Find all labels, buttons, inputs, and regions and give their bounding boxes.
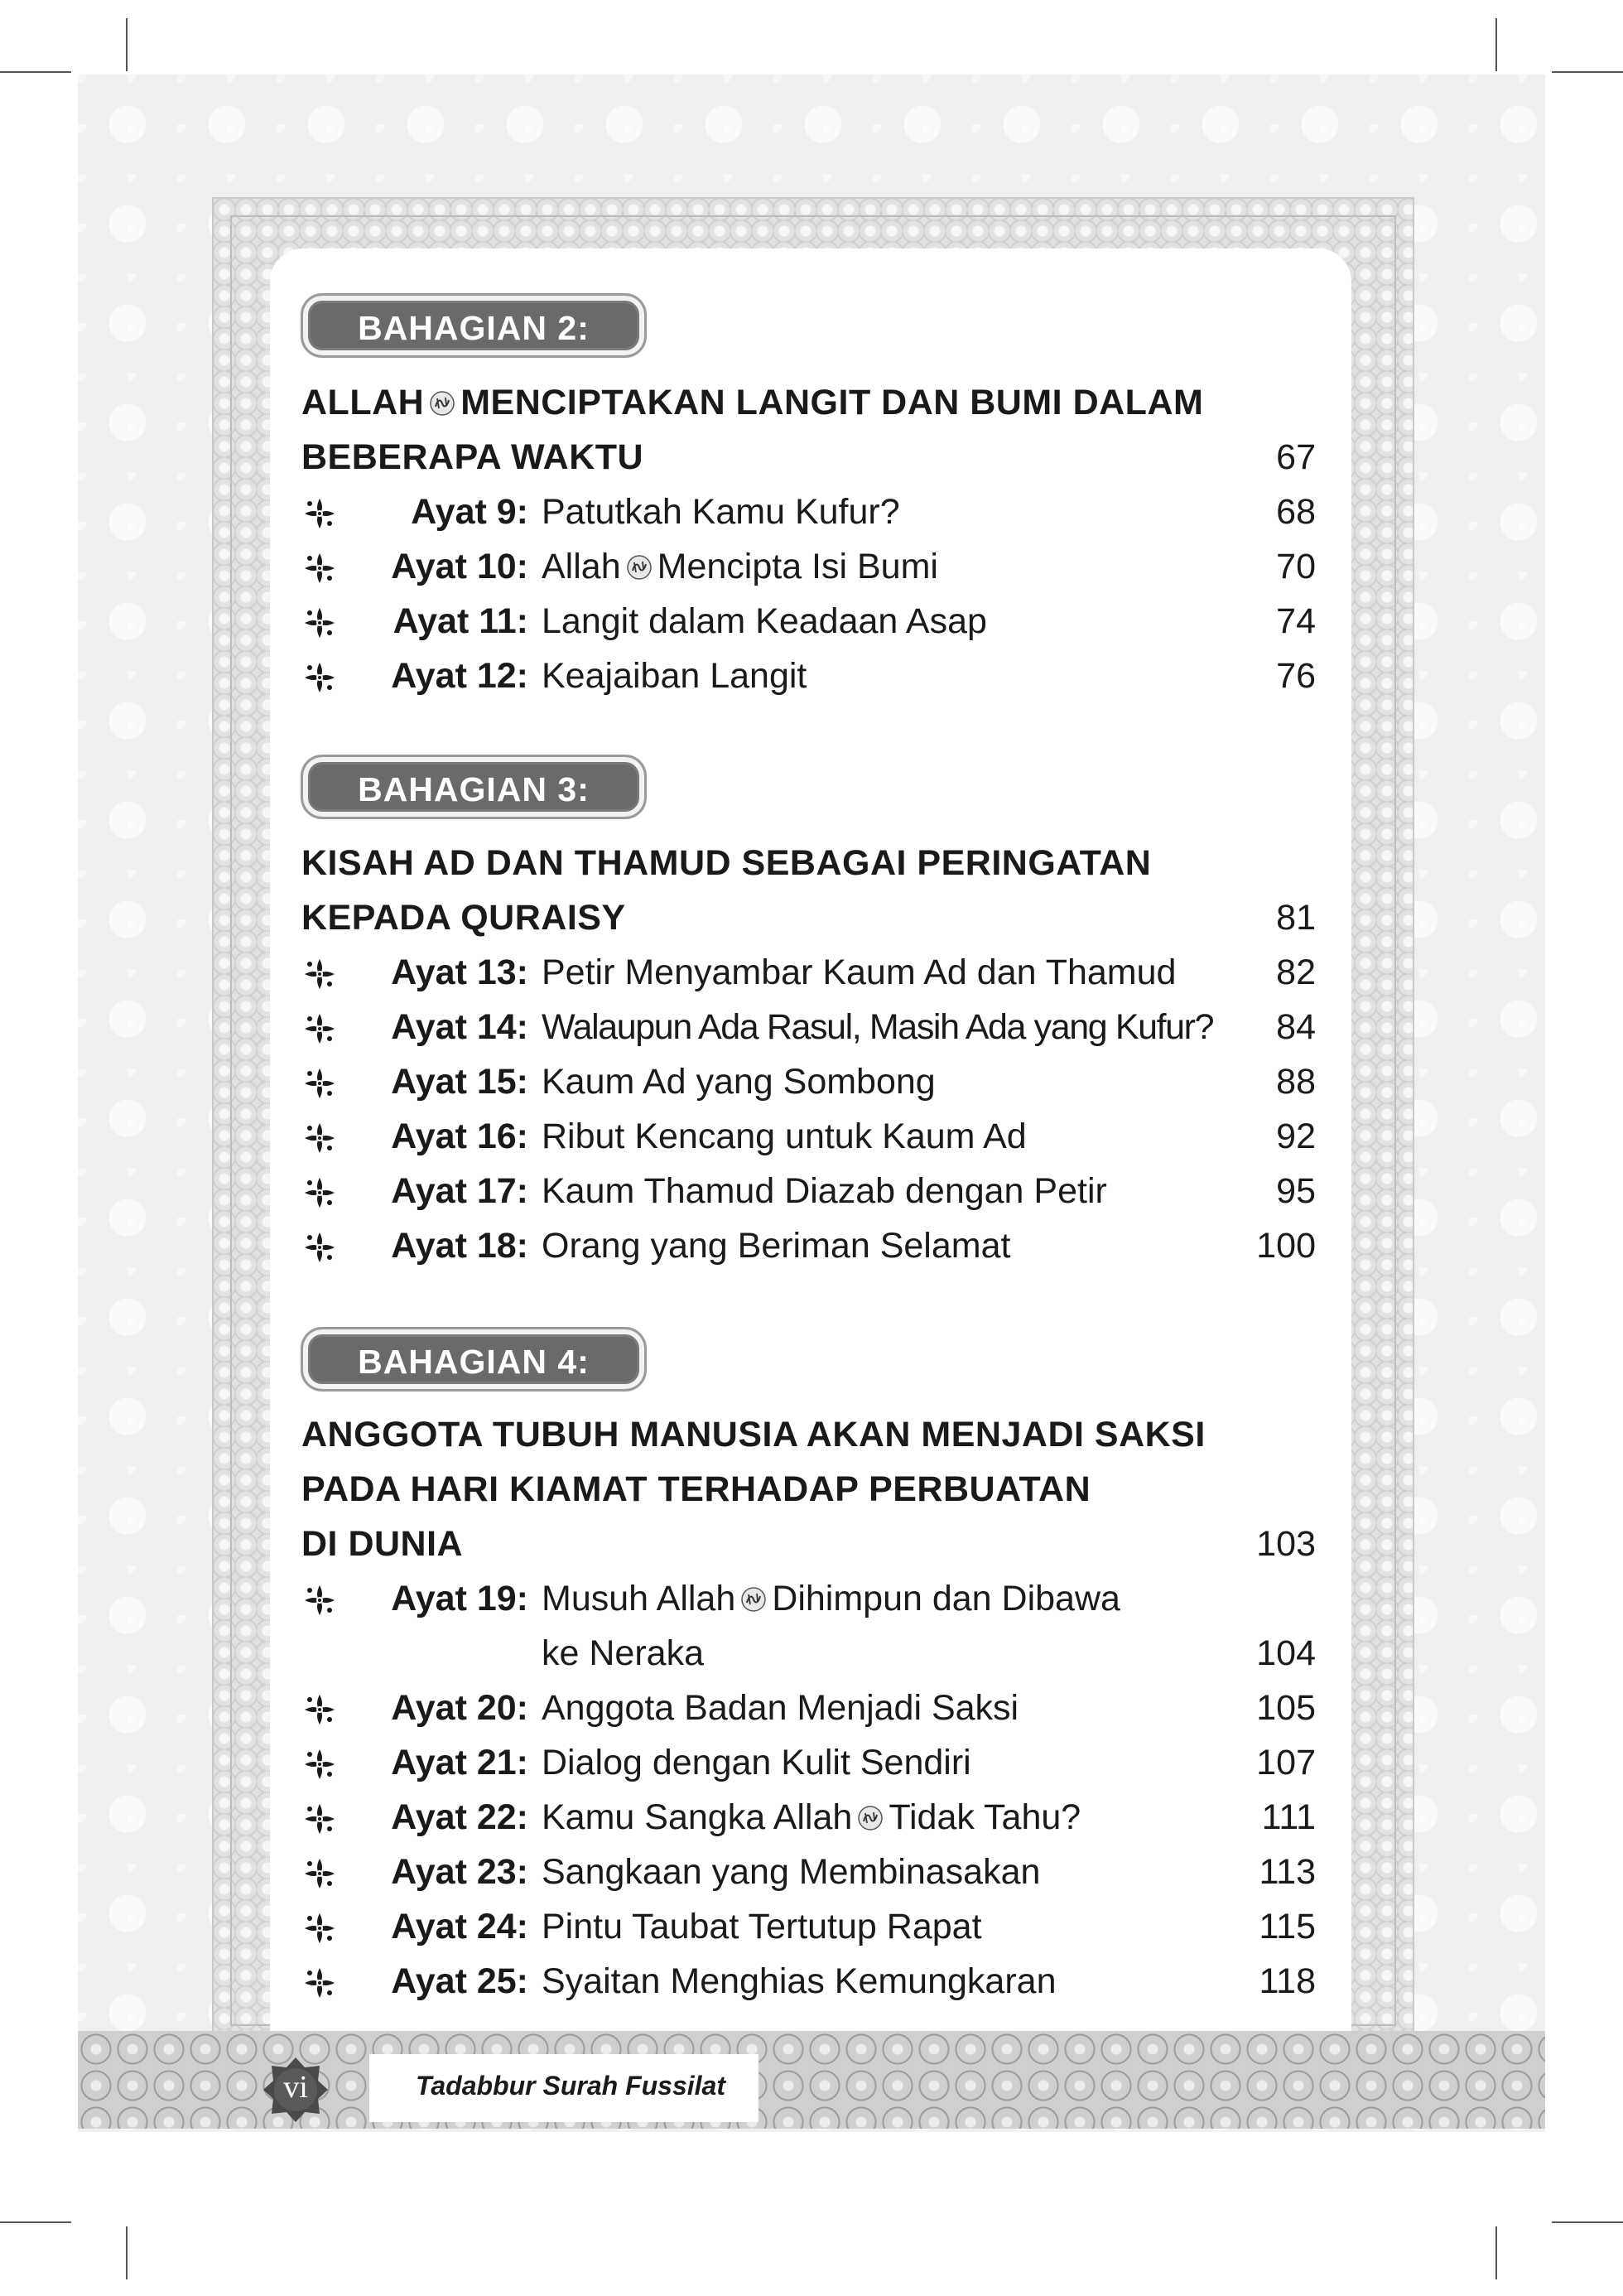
crop-mark xyxy=(126,18,128,71)
floral-bullet-icon xyxy=(301,605,338,641)
ayat-label: Ayat 13: xyxy=(391,953,528,992)
ayat-label: Ayat 17: xyxy=(391,1171,528,1211)
ayat-label: Ayat 9: xyxy=(411,492,528,532)
page-folio: vi xyxy=(283,2070,308,2105)
toc-entry[interactable] xyxy=(301,601,1316,651)
entry-title: Sangkaan yang Membinasakan xyxy=(542,1852,1041,1892)
heading-text: ALLAH xyxy=(301,383,425,422)
page-number: 76 xyxy=(1276,656,1316,696)
section-label-text: BAHAGIAN 3: xyxy=(358,770,590,808)
floral-bullet-icon xyxy=(301,956,338,992)
ayat-label: Ayat 16: xyxy=(391,1117,528,1156)
entry-title xyxy=(542,1579,1120,1619)
floral-bullet-icon xyxy=(301,1065,338,1102)
entry-title-part: Tidak Tahu? xyxy=(889,1797,1081,1837)
floral-bullet-icon xyxy=(301,1855,338,1892)
allah-swt-ligature-icon xyxy=(626,554,653,581)
floral-bullet-icon xyxy=(301,1801,338,1837)
toc-entry[interactable] xyxy=(301,1852,1316,1902)
ayat-label: Ayat 25: xyxy=(391,1961,528,2001)
allah-swt-ligature-icon xyxy=(857,1805,884,1831)
entry-title: Petir Menyambar Kaum Ad dan Thamud xyxy=(542,953,1177,992)
section-heading: KISAH AD DAN THAMUD SEBAGAI PERINGATAN xyxy=(301,843,1152,883)
page-number: 68 xyxy=(1276,492,1316,532)
page-number: 104 xyxy=(1256,1633,1316,1673)
section-heading: DI DUNIA xyxy=(301,1524,464,1564)
page-number: 95 xyxy=(1276,1171,1316,1211)
toc-entry[interactable] xyxy=(301,1961,1316,2011)
ayat-label: Ayat 18: xyxy=(391,1226,528,1266)
section-label-bahagian-4 xyxy=(301,1327,647,1392)
floral-bullet-icon xyxy=(301,659,338,696)
crop-mark xyxy=(0,71,71,73)
page-number: 74 xyxy=(1276,601,1316,641)
toc-entry[interactable] xyxy=(301,492,1316,542)
ayat-label: Ayat 24: xyxy=(391,1907,528,1946)
entry-title: Dialog dengan Kulit Sendiri xyxy=(542,1743,971,1782)
crop-mark xyxy=(0,2221,71,2223)
page-number: 67 xyxy=(1276,437,1316,477)
section-heading xyxy=(301,383,1203,423)
page-number: 88 xyxy=(1276,1062,1316,1102)
entry-title: Kaum Thamud Diazab dengan Petir xyxy=(542,1171,1107,1211)
entry-title: Anggota Badan Menjadi Saksi xyxy=(542,1688,1019,1728)
floral-bullet-icon xyxy=(301,1120,338,1156)
section-heading: PADA HARI KIAMAT TERHADAP PERBUATAN xyxy=(301,1469,1091,1509)
floral-bullet-icon xyxy=(301,1965,338,2001)
entry-title: Patutkah Kamu Kufur? xyxy=(542,492,900,532)
toc-entry[interactable] xyxy=(301,953,1316,1002)
floral-bullet-icon xyxy=(301,1175,338,1211)
page-number: 82 xyxy=(1276,953,1316,992)
toc-entry[interactable] xyxy=(301,1171,1316,1221)
page-number: 118 xyxy=(1259,1961,1316,2001)
ayat-label: Ayat 10: xyxy=(391,547,528,586)
heading-text: MENCIPTAKAN LANGIT DAN BUMI DALAM xyxy=(460,383,1204,422)
toc-entry[interactable] xyxy=(301,1579,1316,1683)
floral-bullet-icon xyxy=(301,1910,338,1946)
page-number: 84 xyxy=(1276,1007,1316,1047)
entry-title: Pintu Taubat Tertutup Rapat xyxy=(542,1907,982,1946)
toc-entry[interactable] xyxy=(301,1797,1316,1847)
floral-bullet-icon xyxy=(301,1582,338,1618)
toc-entry[interactable] xyxy=(301,1226,1316,1276)
entry-title: Walaupun Ada Rasul, Masih Ada yang Kufur? xyxy=(542,1007,1214,1047)
entry-title-part: Allah xyxy=(542,547,621,586)
entry-title-part: Kamu Sangka Allah xyxy=(542,1797,853,1837)
page-number: 107 xyxy=(1256,1743,1316,1782)
page-number: 103 xyxy=(1256,1524,1316,1564)
ayat-label: Ayat 23: xyxy=(391,1852,528,1892)
entry-title-part: Dihimpun dan Dibawa xyxy=(772,1579,1120,1618)
crop-mark xyxy=(126,2226,128,2279)
floral-bullet-icon xyxy=(301,1229,338,1266)
entry-title: Kaum Ad yang Sombong xyxy=(542,1062,936,1102)
crop-mark xyxy=(1552,71,1623,73)
page-number: 100 xyxy=(1256,1226,1316,1266)
page-number: 81 xyxy=(1276,898,1316,938)
section-label-bahagian-2 xyxy=(301,293,647,358)
entry-title-part: Musuh Allah xyxy=(542,1579,736,1618)
entry-title: Ribut Kencang untuk Kaum Ad xyxy=(542,1117,1027,1156)
page-number: 113 xyxy=(1259,1852,1316,1892)
section-label-text: BAHAGIAN 4: xyxy=(358,1343,590,1381)
floral-bullet-icon xyxy=(301,1746,338,1782)
page-number: 92 xyxy=(1276,1117,1316,1156)
ayat-label: Ayat 12: xyxy=(391,656,528,696)
ayat-label: Ayat 14: xyxy=(391,1007,528,1047)
running-footer-title: Tadabbur Surah Fussilat xyxy=(416,2071,725,2101)
ayat-label: Ayat 21: xyxy=(391,1743,528,1782)
ayat-label: Ayat 20: xyxy=(391,1688,528,1728)
ayat-label: Ayat 11: xyxy=(393,601,528,641)
ayat-label: Ayat 22: xyxy=(391,1797,528,1837)
floral-bullet-icon xyxy=(301,550,338,586)
floral-bullet-icon xyxy=(301,495,338,532)
toc-entry[interactable] xyxy=(301,1117,1316,1166)
entry-title: Orang yang Beriman Selamat xyxy=(542,1226,1011,1266)
crop-mark xyxy=(1552,2221,1623,2223)
entry-title xyxy=(542,1797,1081,1838)
section-heading: ANGGOTA TUBUH MANUSIA AKAN MENJADI SAKSI xyxy=(301,1415,1206,1454)
section-heading: BEBERAPA WAKTU xyxy=(301,437,644,477)
crop-mark xyxy=(1495,18,1497,71)
page-number: 115 xyxy=(1259,1907,1316,1946)
page-number: 105 xyxy=(1256,1688,1316,1728)
toc-entry[interactable] xyxy=(301,1688,1316,1738)
entry-title-continued: ke Neraka xyxy=(542,1633,704,1673)
allah-swt-ligature-icon xyxy=(429,390,455,417)
page-number: 70 xyxy=(1276,547,1316,586)
entry-title: Langit dalam Keadaan Asap xyxy=(542,601,987,641)
section-label-bahagian-3 xyxy=(301,755,647,819)
toc-entry[interactable] xyxy=(301,656,1316,706)
floral-bullet-icon xyxy=(301,1691,338,1728)
ayat-label: Ayat 19: xyxy=(391,1579,528,1618)
toc-entry[interactable] xyxy=(301,1007,1316,1057)
entry-title-part: Mencipta Isi Bumi xyxy=(657,547,938,586)
section-label-text: BAHAGIAN 2: xyxy=(358,309,590,347)
entry-title xyxy=(542,547,938,587)
toc-entry[interactable] xyxy=(301,1907,1316,1956)
crop-mark xyxy=(1495,2226,1497,2279)
toc-entry[interactable] xyxy=(301,547,1316,596)
floral-bullet-icon xyxy=(301,1011,338,1047)
entry-title: Syaitan Menghias Kemungkaran xyxy=(542,1961,1057,2001)
ayat-label: Ayat 15: xyxy=(391,1062,528,1102)
allah-swt-ligature-icon xyxy=(740,1586,767,1613)
toc-entry[interactable] xyxy=(301,1062,1316,1112)
section-heading: KEPADA QURAISY xyxy=(301,898,626,938)
entry-title: Keajaiban Langit xyxy=(542,656,807,696)
toc-entry[interactable] xyxy=(301,1743,1316,1792)
page-number: 111 xyxy=(1261,1797,1316,1837)
